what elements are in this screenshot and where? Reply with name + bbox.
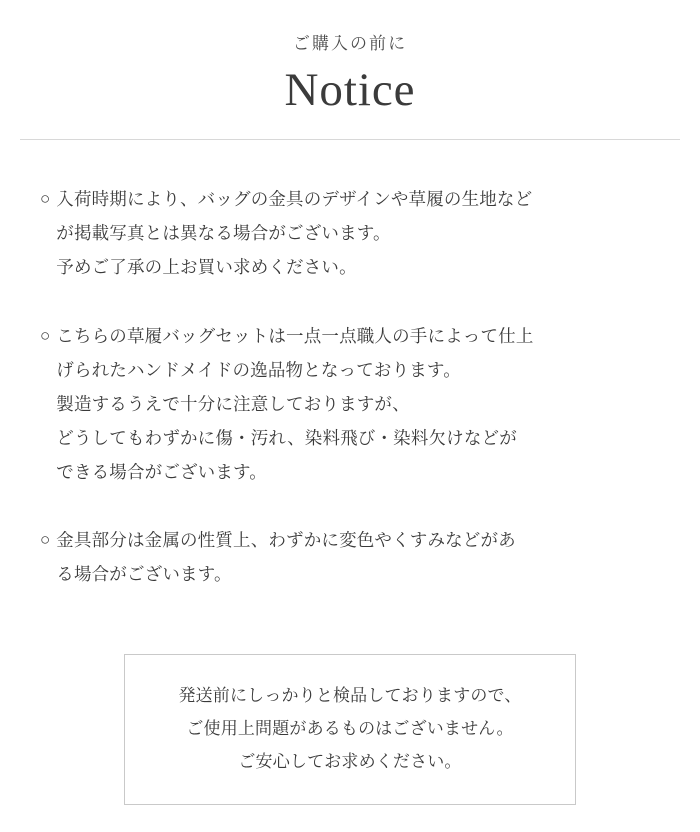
list-item bbox=[40, 523, 660, 591]
bullet-circle-icon: ○ bbox=[40, 325, 51, 345]
page-header bbox=[0, 0, 700, 140]
boxed-note bbox=[124, 654, 576, 805]
text-line: る場合がございます。 bbox=[56, 564, 232, 585]
text-line: 金具部分は金属の性質上、わずかに変色やくすみなどがあ bbox=[56, 530, 516, 551]
bullet-circle-icon: ○ bbox=[40, 189, 51, 209]
page-title: Notice bbox=[284, 64, 416, 117]
text-line: こちらの草履バッグセットは一点一点職人の手によって仕上 bbox=[56, 325, 534, 346]
text-line: 予めご了承の上お買い求めください。 bbox=[56, 257, 357, 278]
list-item bbox=[40, 182, 660, 284]
text-line: できる場合がございます。 bbox=[56, 462, 267, 483]
header-subtitle: ご購入の前に bbox=[292, 34, 408, 53]
text-line: げられたハンドメイドの逸品物となっております。 bbox=[56, 359, 461, 380]
list-item-text bbox=[56, 319, 660, 490]
text-line: どうしてもわずかに傷・汚れ、染料飛び・染料欠けなどが bbox=[56, 427, 517, 448]
text-line: ご安心してお求めください。 bbox=[238, 752, 462, 772]
text-line: 製造するうえで十分に注意しておりますが、 bbox=[56, 393, 410, 414]
list-item-text bbox=[56, 523, 660, 591]
list-item-text bbox=[56, 182, 660, 284]
notice-list bbox=[40, 140, 660, 591]
text-line: 発送前にしっかりと検品しておりますので、 bbox=[178, 686, 522, 705]
bullet-circle-icon: ○ bbox=[40, 530, 51, 550]
text-line: ご使用上問題があるものはございません。 bbox=[186, 719, 514, 739]
text-line: が掲載写真とは異なる場合がございます。 bbox=[56, 223, 391, 244]
text-line: 入荷時期により、バッグの金具のデザインや草履の生地など bbox=[56, 189, 533, 210]
list-item bbox=[40, 319, 660, 490]
